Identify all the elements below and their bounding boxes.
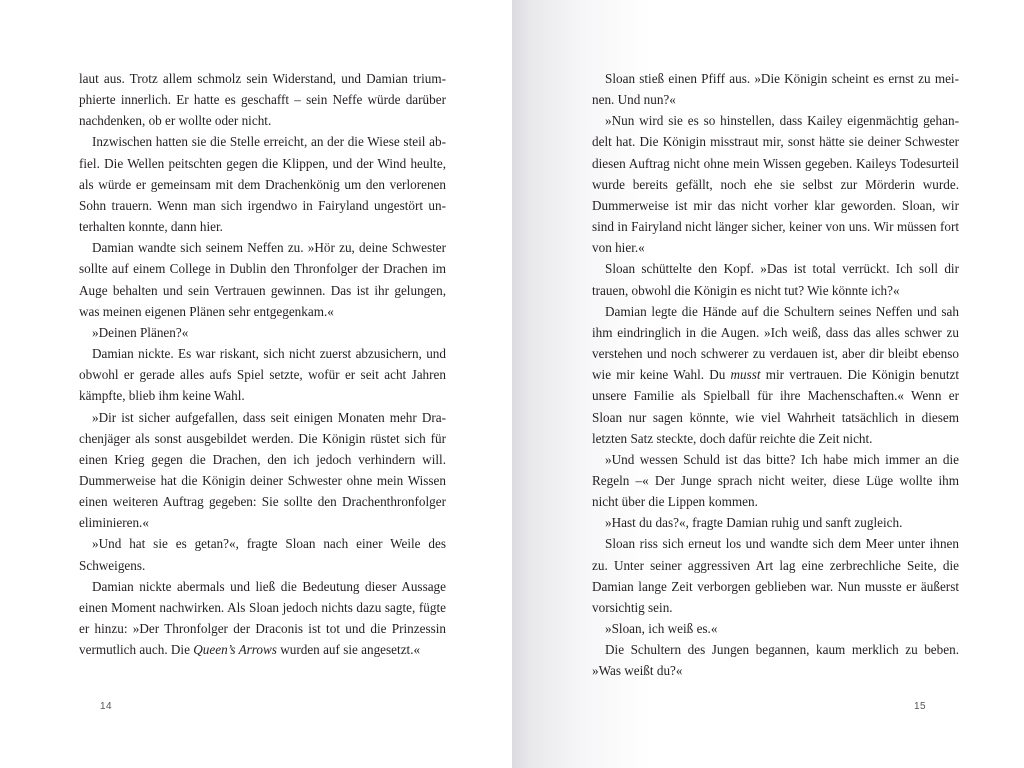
paragraph: »Und wessen Schuld ist das bitte? Ich habe mich immer an die Regeln –« Der Junge sprach nicht weiter, diese Lüge wollte ihm nicht über die Lippen kommen.	[592, 451, 959, 510]
page-number-right: 15	[914, 701, 927, 712]
paragraph: »Und hat sie es getan?«, fragte Sloan nach einer Weile des Schweigens.	[79, 536, 446, 573]
italic-emphasis: musst	[730, 367, 761, 383]
paragraph: Sloan stieß einen Pfiff aus. »Die Königin scheint es ernst zu meinen. Und nun?«	[592, 71, 959, 108]
paragraph: Die Schultern des Jungen begannen, kaum merklich zu beben. »Was weißt du?«	[592, 642, 959, 679]
italic-title: Queen’s Arrows	[193, 642, 277, 658]
paragraph: laut aus. Trotz allem schmolz sein Widerstand, und Damian triumphierte innerlich. Er hatte es geschafft – sein Neffe würde darüber nachdenken, ob er wollte oder nicht.	[79, 71, 446, 129]
paragraph: »Nun wird sie es so hinstellen, dass Kailey eigenmächtig gehandelt hat. Die Königin misstraut mir, sonst hätte sie deiner Schwester diesen Auftrag nicht ohne mein Wissen gegeben. Kaileys Todesurteil wurde bereits gefällt, noch ehe sie selbst zur Mörderin wurde. Dummerweise ist mir das nicht vorher klar geworden. Sloan, wir sind in Fairyland nicht länger sicher, keiner von uns. Wir müssen fort von hier.«	[592, 113, 959, 256]
page-number-left: 14	[100, 701, 113, 712]
paragraph: Damian legte die Hände auf die Schultern seines Neffen und sah ihm eindringlich in die Augen. »Ich weiß, dass das alles schwer zu verstehen und noch schwerer zu verdauen ist, aber dir bleibt ebenso wie mir keine Wahl. Du musst mir vertrauen. Die Königin benutzt unsere Familie als Spielball für ihre Machenschaften.« Wenn er Sloan nur sagen könnte, wie viel Wahrheit tatsächlich in diesem letzten Satz steckte, doch dafür reichte die Zeit nicht.	[592, 303, 959, 446]
paragraph: »Deinen Plänen?«	[92, 324, 189, 340]
paragraph: Sloan schüttelte den Kopf. »Das ist total verrückt. Ich soll dir trauen, obwohl die Königin es nicht tut? Wie könnte ich?«	[592, 261, 959, 298]
right-page	[512, 0, 1024, 768]
paragraph: Inzwischen hatten sie die Stelle erreicht, an der die Wiese steil abfiel. Die Wellen peitschten gegen die Klippen, und der Wind heulte, als würde er gemeinsam mit dem Drachenkönig um den verlorenen Sohn trauern. Wenn man sich irgendwo in Fairyland ungestört unterhalten konnte, dann hier.	[79, 134, 446, 235]
left-page-text	[79, 68, 446, 660]
paragraph: »Hast du das?«, fragte Damian ruhig und sanft zugleich.	[605, 515, 903, 531]
paragraph: »Dir ist sicher aufgefallen, dass seit einigen Monaten mehr Drachenjäger als sonst ausgebildet werden. Die Königin rüstet sich für einen Krieg gegen die Drachen, den ich jedoch verhindern will. Dummerweise hat die Königin deiner Schwester ohne mein Wissen einen weiteren Auftrag gegeben: Sie sollte den Drachenthronfolger eliminieren.«	[79, 409, 446, 531]
right-page-text	[592, 68, 959, 682]
paragraph: Damian nickte. Es war riskant, sich nicht zuerst abzusichern, und obwohl er gerade alles aufs Spiel setzte, wofür er seit acht Jahren kämpfte, blieb ihm keine Wahl.	[79, 346, 446, 404]
paragraph: Damian nickte abermals und ließ die Bedeutung dieser Aussage einen Moment nachwirken. Als Sloan jedoch nichts dazu sagte, fügte er hinzu: »Der Thronfolger der Draconis ist tot und die Prinzessin vermutlich auch. Die Queen’s Arrows wurden auf sie angesetzt.«	[79, 578, 446, 658]
paragraph: Damian wandte sich seinem Neffen zu. »Hör zu, deine Schwester sollte auf einem College in Dublin den Thronfolger der Drachen im Auge behalten und sein Vertrauen gewinnen. Das ist ihr gelungen, was meinen eigenen Plänen sehr entgegenkam.«	[79, 240, 446, 319]
paragraph: Sloan riss sich erneut los und wandte sich dem Meer unter ihnen zu. Unter seiner aggressiven Art lag eine zerbrechliche Seite, die Damian lange Zeit verborgen geblieben war. Nun musste er äußerst vorsichtig sein.	[592, 536, 959, 615]
paragraph: »Sloan, ich weiß es.«	[605, 621, 718, 637]
